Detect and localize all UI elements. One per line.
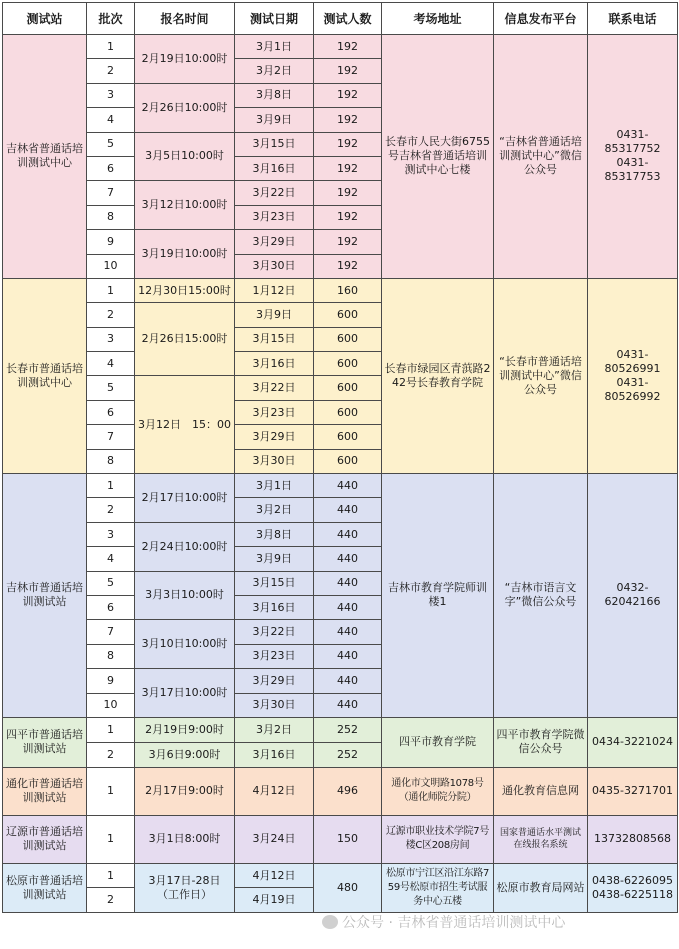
header-batch: 批次 [87,3,135,35]
info-platform: 四平市教育学院微信公众号 [494,717,588,767]
table-row [3,863,678,887]
test-count: 600 [314,449,382,473]
test-date: 3月8日 [235,522,314,546]
batch-number: 2 [87,498,135,522]
registration-time: 3月12日10:00时 [135,181,235,230]
contact-phone: 0438-6226095 0438-6225118 [588,863,678,912]
batch-number: 1 [87,815,135,863]
test-count: 192 [314,230,382,254]
header-platform: 信息发布平台 [494,3,588,35]
batch-number: 4 [87,547,135,571]
info-platform: “吉林省普通话培训测试中心”微信公众号 [494,35,588,279]
registration-time: 3月10日10:00时 [135,620,235,669]
header-address: 考场地址 [382,3,494,35]
batch-number: 4 [87,108,135,132]
batch-number: 6 [87,400,135,424]
test-date: 3月2日 [235,59,314,83]
exam-address: 长春市人民大街6755号吉林省普通话培训测试中心七楼 [382,35,494,279]
batch-number: 4 [87,352,135,376]
exam-address: 辽源市职业技术学院7号楼C区208房间 [382,815,494,863]
registration-time: 3月6日9:00时 [135,742,235,767]
test-count: 440 [314,595,382,619]
test-count: 480 [314,863,382,912]
contact-phone: 0435-3271701 [588,767,678,815]
test-date: 3月9日 [235,547,314,571]
test-count: 496 [314,767,382,815]
test-count: 192 [314,132,382,156]
test-date: 3月8日 [235,83,314,107]
test-date: 3月16日 [235,156,314,180]
header-station: 测试站 [3,3,87,35]
exam-address: 吉林市教育学院师训楼1 [382,474,494,718]
station-name: 吉林省普通话培训测试中心 [3,35,87,279]
registration-time: 12月30日15:00时 [135,278,235,302]
test-count: 440 [314,669,382,693]
station-name: 长春市普通话培训测试中心 [3,278,87,473]
test-date: 4月19日 [235,888,314,912]
batch-number: 1 [87,278,135,302]
exam-address: 长春市绿园区青葓路242号长春教育学院 [382,278,494,473]
watermark-text: 公众号 · 吉林省普通话培训测试中心 [342,915,566,931]
test-count: 192 [314,108,382,132]
batch-number: 1 [87,863,135,887]
header-row [3,3,678,35]
test-count: 600 [314,303,382,327]
info-platform: 通化教育信息网 [494,767,588,815]
test-date: 3月30日 [235,693,314,717]
table-row [3,717,678,742]
batch-number: 1 [87,474,135,498]
test-date: 4月12日 [235,767,314,815]
registration-time: 2月19日9:00时 [135,717,235,742]
registration-time: 2月24日10:00时 [135,522,235,571]
contact-phone: 13732808568 [588,815,678,863]
test-date: 4月12日 [235,863,314,887]
test-count: 600 [314,400,382,424]
test-date: 3月23日 [235,205,314,229]
test-count: 192 [314,181,382,205]
table-row [3,278,678,302]
test-count: 192 [314,59,382,83]
test-date: 3月15日 [235,132,314,156]
test-date: 3月1日 [235,474,314,498]
test-count: 440 [314,620,382,644]
info-platform: “吉林市语言文字”微信公众号 [494,474,588,718]
test-date: 3月16日 [235,742,314,767]
test-count: 440 [314,547,382,571]
station-name: 通化市普通话培训测试站 [3,767,87,815]
registration-time: 3月1日8:00时 [135,815,235,863]
test-date: 3月23日 [235,400,314,424]
batch-number: 5 [87,571,135,595]
batch-number: 5 [87,376,135,400]
test-date: 3月29日 [235,230,314,254]
table-row [3,474,678,498]
header-test-date: 测试日期 [235,3,314,35]
test-date: 3月24日 [235,815,314,863]
wechat-icon [322,915,338,929]
test-date: 3月22日 [235,376,314,400]
batch-number: 2 [87,742,135,767]
registration-time: 3月5日10:00时 [135,132,235,181]
test-date: 3月22日 [235,620,314,644]
contact-phone: 0431-85317752 0431-85317753 [588,35,678,279]
table-row [3,767,678,815]
test-count: 192 [314,205,382,229]
exam-schedule-table [2,2,678,913]
station-name: 吉林市普通话培训测试站 [3,474,87,718]
test-count: 440 [314,498,382,522]
batch-number: 2 [87,303,135,327]
test-count: 160 [314,278,382,302]
watermark [322,912,565,932]
test-date: 3月9日 [235,303,314,327]
test-date: 3月2日 [235,498,314,522]
batch-number: 2 [87,888,135,912]
info-platform: 国家普通话水平测试在线报名系统 [494,815,588,863]
batch-number: 8 [87,644,135,668]
batch-number: 1 [87,35,135,59]
info-platform: 松原市教育局网站 [494,863,588,912]
test-date: 1月12日 [235,278,314,302]
batch-number: 8 [87,205,135,229]
test-date: 3月15日 [235,571,314,595]
batch-number: 7 [87,425,135,449]
test-date: 3月29日 [235,425,314,449]
test-date: 3月9日 [235,108,314,132]
test-date: 3月15日 [235,327,314,351]
test-count: 440 [314,522,382,546]
exam-address: 四平市教育学院 [382,717,494,767]
contact-phone: 0432-62042166 [588,474,678,718]
test-count: 600 [314,352,382,376]
batch-number: 6 [87,156,135,180]
contact-phone: 0434-3221024 [588,717,678,767]
registration-time: 3月19日10:00时 [135,230,235,279]
test-count: 440 [314,693,382,717]
header-phone: 联系电话 [588,3,678,35]
header-registration-time: 报名时间 [135,3,235,35]
registration-time: 2月19日10:00时 [135,35,235,84]
registration-time: 3月17日-28日 （工作日） [135,863,235,912]
test-count: 252 [314,717,382,742]
batch-number: 6 [87,595,135,619]
registration-time: 3月17日10:00时 [135,669,235,718]
batch-number: 8 [87,449,135,473]
contact-phone: 0431-80526991 0431-80526992 [588,278,678,473]
registration-time: 2月17日9:00时 [135,767,235,815]
test-count: 192 [314,156,382,180]
batch-number: 2 [87,59,135,83]
test-count: 192 [314,83,382,107]
registration-time: 2月26日15:00时 [135,303,235,376]
batch-number: 1 [87,717,135,742]
test-date: 3月23日 [235,644,314,668]
batch-number: 3 [87,83,135,107]
test-date: 3月16日 [235,595,314,619]
exam-address: 松原市宁江区沿江东路759号松原市招生考试服务中心五楼 [382,863,494,912]
batch-number: 5 [87,132,135,156]
info-platform: “长春市普通话培训测试中心”微信公众号 [494,278,588,473]
registration-time: 2月26日10:00时 [135,83,235,132]
exam-address: 通化市文明路1078号（通化师院分院） [382,767,494,815]
test-date: 3月29日 [235,669,314,693]
batch-number: 7 [87,181,135,205]
test-date: 3月2日 [235,717,314,742]
test-count: 600 [314,376,382,400]
test-count: 192 [314,35,382,59]
test-date: 3月30日 [235,449,314,473]
station-name: 四平市普通话培训测试站 [3,717,87,767]
header-test-count: 测试人数 [314,3,382,35]
batch-number: 10 [87,693,135,717]
test-date: 3月22日 [235,181,314,205]
registration-time: 3月12日 15：00 [135,376,235,474]
batch-number: 9 [87,669,135,693]
station-name: 辽源市普通话培训测试站 [3,815,87,863]
test-date: 3月1日 [235,35,314,59]
registration-time: 2月17日10:00时 [135,474,235,523]
batch-number: 10 [87,254,135,278]
batch-number: 1 [87,767,135,815]
test-count: 440 [314,571,382,595]
station-name: 松原市普通话培训测试站 [3,863,87,912]
registration-time: 3月3日10:00时 [135,571,235,620]
test-count: 600 [314,327,382,351]
batch-number: 3 [87,522,135,546]
test-date: 3月30日 [235,254,314,278]
batch-number: 9 [87,230,135,254]
test-date: 3月16日 [235,352,314,376]
test-count: 600 [314,425,382,449]
test-count: 192 [314,254,382,278]
table-row [3,815,678,863]
batch-number: 7 [87,620,135,644]
test-count: 150 [314,815,382,863]
table-row [3,35,678,59]
batch-number: 3 [87,327,135,351]
test-count: 440 [314,644,382,668]
test-count: 440 [314,474,382,498]
test-count: 252 [314,742,382,767]
